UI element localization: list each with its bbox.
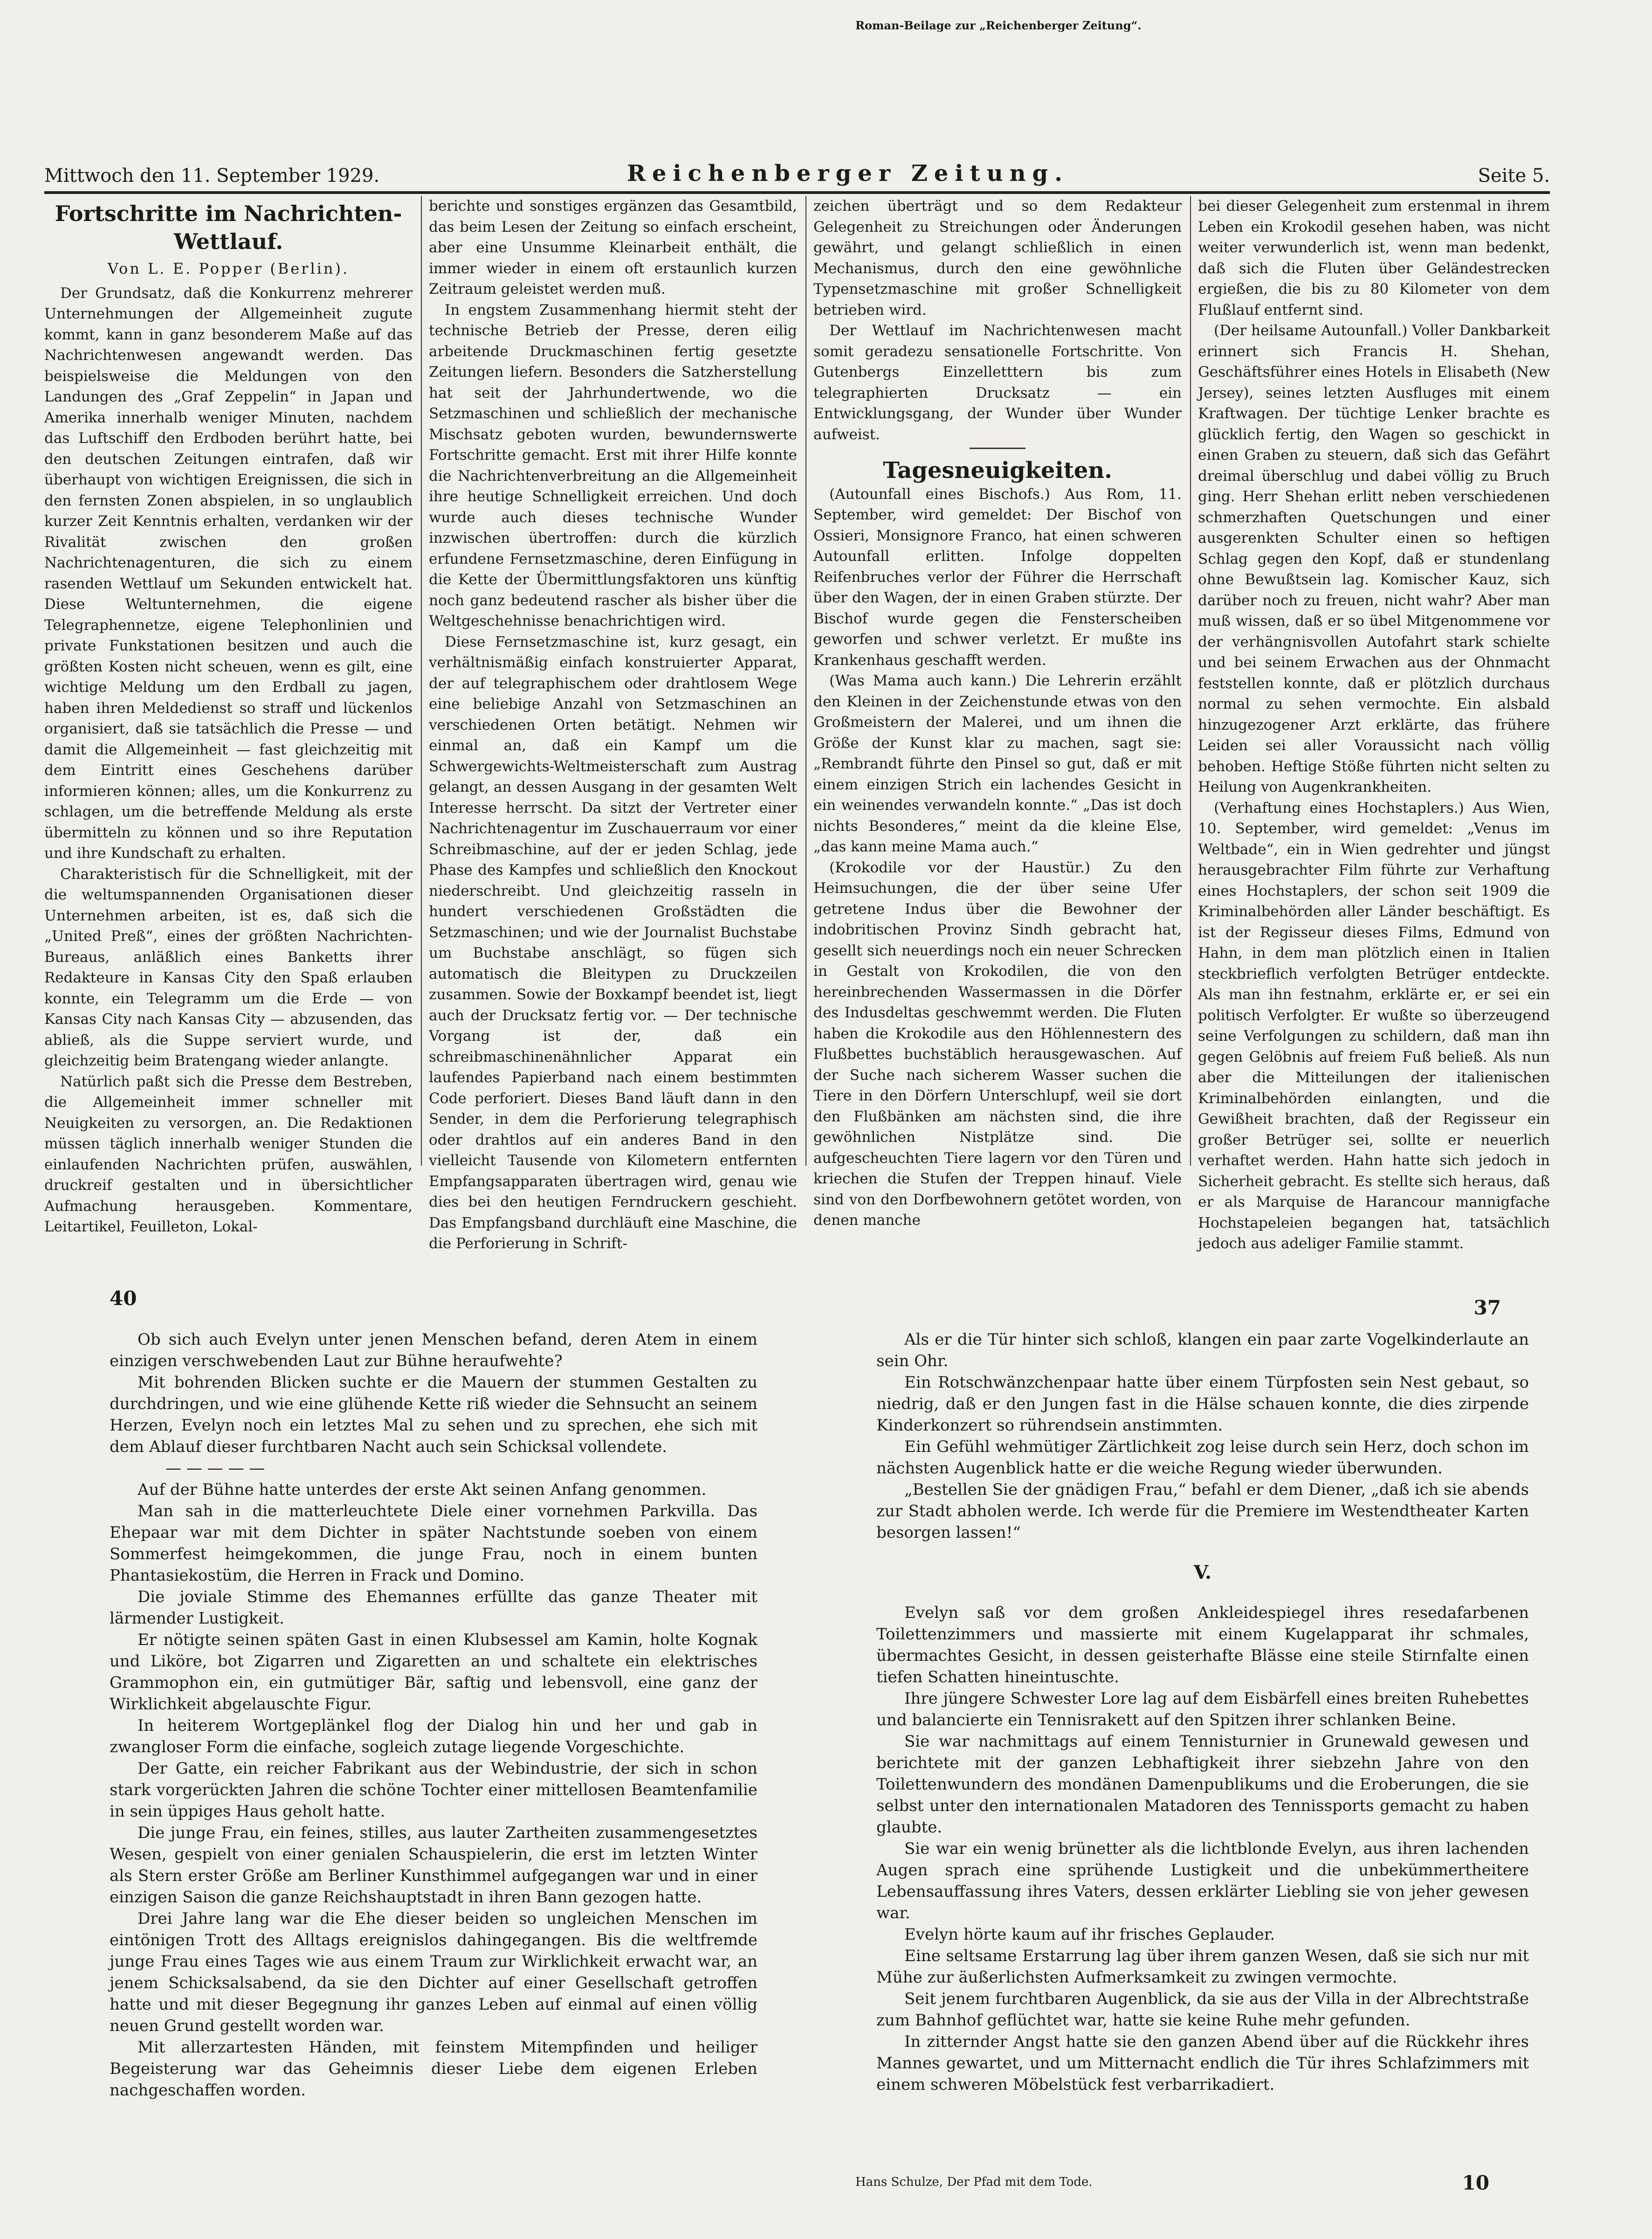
article-byline: Von L. E. Popper (Berlin). <box>107 260 350 277</box>
supplement-text <box>876 1329 1529 2163</box>
supplement-page-number: 40 <box>110 1287 137 1310</box>
column-2 <box>429 196 797 1252</box>
novel-paragraph: „Bestellen Sie der gnädigen Frau,“ befahl er dem Diener, „daß ich sie abends zur Stadt abholen werde. Ich werde für die Premiere im Westendtheater Karten besorgen lassen!“ <box>876 1480 1529 1542</box>
article-paragraph: Charakteristisch für die Schnelligkeit, mit der die weltumspannenden Organisationen dieser Unternehmen arbeiten, ist es, daß sich die „United Preß“, eines der größten Nachrichten-Bureaus, anläßlich eines Banketts ihrer Redakteure in Kansas City den Spaß erlauben konnte, ein Telegramm um die Erde — von Kansas City nach Kansas City — abzusenden, das abließ, als die Suppe serviert wurde, und gleichzeitig beim Bratengang wieder anlangte. <box>44 865 413 1069</box>
divider <box>970 448 1026 449</box>
novel-paragraph: Ein Rotschwänzchenpaar hatte über einem Türpfosten sein Nest gebaut, so niedrig, daß er den Jungen fast in die Hälse schauen konnte, die dies zirpende Kinderkonzert so rührendsein anstimmten. <box>876 1373 1529 1435</box>
column-rule <box>805 196 806 1166</box>
novel-paragraph: Ihre jüngere Schwester Lore lag auf dem Eisbärfell eines breiten Ruhebettes und balancierte ein Tennisrakett auf den Spitzen ihrer schlanken Beine. <box>876 1689 1529 1729</box>
footer-page-number: 10 <box>1462 2171 1489 2194</box>
novel-paragraph: Seit jenem furchtbaren Augenblick, da sie aus der Villa in der Albrechtstraße zum Bahnhof geflüchtet war, hatte sie keine Ruhe mehr gefunden. <box>876 1990 1529 2030</box>
novel-paragraph: Mit bohrenden Blicken suchte er die Mauern der stummen Gestalten zu durchdringen, und wie eine glühende Kette riß wieder die Sehnsucht an seinem Herzen, Evelyn noch ein letztes Mal zu sehen und zu sprechen, ehe sich mit dem Ablauf dieser furchtbaren Nacht auch sein Schicksal vollendete. <box>110 1373 757 1456</box>
news-item: (Autounfall eines Bischofs.) Aus Rom, 11. September, wird gemeldet: Der Bischof von Ossieri, Monsignore Franco, hat einen schweren Autounfall erlitten. Infolge doppelten Reifenbruches verlor der Führer die Herrschaft über den Wagen, der in einen Graben stürzte. Der Bischof wurde gegen die Fensterscheiben geworfen und schwer verletzt. Er mußte ins Krankenhaus geschafft werden. <box>813 485 1182 669</box>
novel-supplement <box>44 1278 1550 2191</box>
novel-paragraph: Man sah in die matterleuchtete Diele einer vornehmen Parkvilla. Das Ehepaar war mit dem Dichter in später Nachtstunde soeben von einem Sommerfest heimgekommen, die junge Frau, noch in einem bunten Phantasiekostüm, die Herren in Frack und Domino. <box>110 1502 757 1585</box>
article-paragraph: Der Wettlauf im Nachrichtenwesen macht somit geradezu sensationelle Fortschritte. Von Gutenbergs Einzelletttern bis zum telegraphierten Drucksatz — ein Entwicklungsgang, der Wunder über Wunder aufweist. <box>813 322 1182 443</box>
novel-paragraph: Die joviale Stimme des Ehemannes erfüllte das ganze Theater mit lärmender Lustigkeit. <box>110 1588 757 1628</box>
novel-paragraph: Die junge Frau, ein feines, stilles, aus lauter Zartheiten zusammengesetztes Wesen, gespielt von einer genialen Schauspielerin, die erst im letzten Winter als Stern erster Größe am Berliner Kunsthimmel aufgegangen war und in einer einzigen Saison die ganze Reichshauptstadt in ihren Bann gezogen hatte. <box>110 1824 757 1907</box>
article-paragraph: Natürlich paßt sich die Presse dem Bestreben, die Allgemeinheit immer schneller mit Neuigkeiten zu versorgen, an. Die Redaktionen müssen täglich innerhalb weniger Stunden die einlaufenden Nachrichten prüfen, auswählen, druckreif gestalten und in übersichtlicher Aufmachung herausgeben. Kommentare, Leitartikel, Feuilleton, Lokal- <box>44 1073 413 1235</box>
supplement-text <box>110 1329 757 2163</box>
article-paragraph: Der Grundsatz, daß die Konkurrenz mehrerer Unternehmungen der Allgemeinheit zugute kommt, kann in ganz besonderem Maße auf das Nachrichtenwesen angewandt werden. Das beispielsweise die Meldungen von den Landungen des „Graf Zeppelin“ in Japan und Amerika innerhalb weniger Minuten, nachdem das Luftschiff den Erdboden berührt hatte, bei den deutschen Zeitungen eintrafen, daß wir überhaupt von wichtigen Ereignissen, die sich in den fernsten Zonen abspielen, in so unglaublich kurzer Zeit Kenntnis erhalten, verdanken wir der Rivalität zwischen den großen Nachrichtenagenturen, die sich zu einem rasenden Wettlauf um Sekunden entwickelt hat. Diese Weltunternehmen, die eigene Telegraphennetze, eigene Telephonlinien und private Funkstationen besitzen und auch die größten Kosten nicht scheuen, wenn es gilt, eine wichtige Meldung um den Erdball zu jagen, haben ihren Meldedienst so straff und lückenlos organisiert, daß sie tatsächlich die Presse — und damit die Allgemeinheit — fast gleichzeitig mit dem Eintritt eines Geschehens darüber informieren können; alles, um die Konkurrenz zu schlagen, um die betreffende Meldung als erste übermitteln zu können und so ihre Reputation und ihre Kundschaft zu erhalten. <box>44 284 413 862</box>
novel-paragraph: Der Gatte, ein reicher Fabrikant aus der Webindustrie, der sich in schon stark vorgerückten Jahren die schöne Tochter einer mittellosen Beamtenfamilie in sein üppiges Haus geholt hatte. <box>110 1759 757 1821</box>
column-rule <box>1190 196 1191 1166</box>
masthead <box>44 149 1550 194</box>
novel-paragraph: In heiterem Wortgeplänkel flog der Dialog hin und her und gab in zwangloser Form die einfache, sogleich zutage liegende Vorgeschichte. <box>110 1716 757 1756</box>
column-4 <box>1198 196 1550 1252</box>
news-section <box>44 196 1550 1252</box>
article-paragraph: Diese Fernsetzmaschine ist, kurz gesagt, ein verhältnismäßig einfach konstruierter Apparat, der auf telegraphischem oder drahtlosem Wege eine beliebige Anzahl von Setzmaschinen an verschiedenen Orten betätigt. Nehmen wir einmal an, daß ein Kampf um die Schwergewichts-Weltmeisterschaft zum Austrag gelangt, an dessen Ausgang in der gesamten Welt Interesse herrscht. Da sitzt der Vertreter einer Nachrichtenagentur im Zuschauerraum vor einer Schreibmaschine, auf der er jeden Schlag, jede Phase des Kampfes und schließlich den Knockout niederschreibt. Und gleichzeitig rasseln in hundert verschiedenen Großstädten die Setzmaschinen; und wie der Journalist Buchstabe um Buchstabe anschlägt, so fügen sich automatisch die Bleitypen zu Druckzeilen zusammen. Sowie der Boxkampf beendet ist, liegt auch der Drucksatz fertig vor. — Der technische Vorgang ist der, daß ein schreibmaschinenähnlicher Apparat ein laufendes Papierband nach einem bestimmten Code perforiert. Dieses Band läuft dann in den Sender, in dem die Perforierung telegraphisch oder drahtlos auf ein anderes Band in den vielleicht Tausende von Kilometern entfernten Empfangsapparaten übertragen wird, genau wie dies bei den heutigen Ferndruckern geschieht. Das Empfangsband durchläuft eine Maschine, die die Perforierung in Schrift- <box>429 633 797 1252</box>
supplement-left-page <box>110 1278 757 2163</box>
column-1 <box>44 196 413 1235</box>
novel-paragraph: Evelyn hörte kaum auf ihr frisches Geplauder. <box>904 1925 1275 1944</box>
news-item: (Krokodile vor der Haustür.) Zu den Heimsuchungen, die der über seine Ufer getretene Indus über die Bewohner der indobritischen Provinz Sindh gebracht hat, gesellt sich neuerdings noch ein neuer Schrecken in Gestalt von Krokodilen, die von den hereinbrechenden Wassermassen in die Dörfer des Indusdeltas geschwemmt werden. Die Fluten haben die Krokodile aus den Höhlennestern des Flußbettes buchstäblich herausgewaschen. Auf der Suche nach sicherem Wasser suchen die Tiere in den Dörfern Unterschlupf, weil sie dort den Flußbänken am nächsten sind, die ihre gewöhnlichen Nistplätze sind. Die aufgescheuchten Tiere lagern vor den Türen und kriechen die Stufen der Treppen hinauf. Viele sind von den Dorfbewohnern getötet worden, von denen manche <box>813 859 1182 1229</box>
column-3 <box>813 196 1182 1229</box>
issue-date: Mittwoch den 11. September 1929. <box>44 165 380 187</box>
supplement-right-page <box>876 1278 1529 2163</box>
section-break: — — — — — <box>165 1459 265 1478</box>
article-headline: Fortschritte im Nachrichten-Wettlauf. <box>55 201 402 254</box>
news-item: bei dieser Gelegenheit zum erstenmal in ihrem Leben ein Krokodil gesehen haben, was nicht weiter verwunderlich ist, wenn man bedenkt, daß sich die Fluten über Geländestrecken ergießen, die bis zu 80 Kilometer von dem Flußlauf entfernt sind. <box>1198 198 1550 318</box>
novel-paragraph: Als er die Tür hinter sich schloß, klangen ein paar zarte Vogelkinderlaute an sein Ohr. <box>876 1330 1529 1370</box>
news-item: (Was Mama auch kann.) Die Lehrerin erzählt den Kleinen in der Zeichenstunde etwas von den Großmeistern der Malerei, und um ihnen die Größe der Kunst klar zu machen, sagt sie: „Rembrandt führte den Pinsel so gut, daß er mit einem einzigen Strich ein lachendes Gesicht in ein weinendes verwandeln konnte.“ „Das ist doch nichts Besonderes,“ meint da die kleine Else, „das kann meine Mama auch.“ <box>813 672 1182 855</box>
footer-text: Hans Schulze, Der Pfad mit dem Tode. <box>855 2175 1093 2189</box>
column-rule <box>421 196 422 1166</box>
page-number: Seite 5. <box>1478 165 1550 187</box>
article-paragraph: zeichen überträgt und so dem Redakteur Gelegenheit zu Streichungen oder Änderungen gewährt, und gelangt schließlich in einen Mechanismus, durch den eine gewöhnliche Typensetzmaschine mit großer Schnelligkeit betrieben wird. <box>813 198 1182 318</box>
section-heading: Tagesneuigkeiten. <box>883 457 1112 484</box>
novel-paragraph: Evelyn saß vor dem großen Ankleidespiegel ihres resedafarbenen Toilettenzimmers und massierte mit einem Kugelapparat ihr schmales, übermachtes Gesicht, in dessen geisterhafte Blässe eine steile Stirnfalte einen tiefen Schatten hineintuschte. <box>876 1603 1529 1686</box>
novel-paragraph: Eine seltsame Erstarrung lag über ihrem ganzen Wesen, daß sie sich nur mit Mühe zur äußerlichsten Aufmerksamkeit zu zwingen vermochte. <box>876 1947 1529 1987</box>
novel-paragraph: Sie war ein wenig brünetter als die lichtblonde Evelyn, aus ihren lachenden Augen sprach eine sprühende Lustigkeit und die unbekümmertheitere Lebensauffassung ihres Vaters, dessen erklärter Liebling sie von jeher gewesen war. <box>876 1839 1529 1922</box>
novel-paragraph: Sie war nachmittags auf einem Tennisturnier in Grunewald gewesen und berichtete mit der ganzen Lebhaftigkeit ihrer siebzehn Jahre von den Toilettenwundern des mondänen Damenpublikums und die Eroberungen, die sie selbst unter den internationalen Matadoren des Tennissports gemacht zu haben glaubte. <box>876 1732 1529 1837</box>
news-item: (Der heilsame Autounfall.) Voller Dankbarkeit erinnert sich Francis H. Shehan, Geschäftsführer eines Hotels in Elisabeth (New Jersey), seines letzten Ausfluges mit einem Kraftwagen. Der tüchtige Lenker brachte es glücklich fertig, den Wagen so geschickt in einen Graben zu steuern, daß sich das Gefährt dreimal überschlug und dabei völlig zu Bruch ging. Herr Shehan erlitt neben verschiedenen schmerzhaften Quetschungen und einer ausgerenkten Schulter einen so heftigen Schlag gegen den Kopf, daß er stundenlang ohne Bewußtsein lag. Komischer Kauz, sich darüber noch zu freuen, nicht wahr? Aber man muß wissen, daß er so übel Mitgenommene vor der verhängnisvollen Autofahrt stark schielte und bei seinem Erwachen aus der Ohnmacht feststellen konnte, daß er plötzlich durchaus normal zu sehen vermochte. Ein alsbald hinzugezogener Arzt erklärte, das frühere Leiden sei aller Voraussicht nach völlig behoben. Heftige Stöße führten nicht selten zu Heilung von Augenkrankheiten. <box>1198 322 1550 795</box>
novel-paragraph: Drei Jahre lang war die Ehe dieser beiden so ungleichen Menschen im eintönigen Trott des Alltags ereignislos dahingegangen. Bis die weltfremde junge Frau eines Tages wie aus einem Traum zur Wirklichkeit erwacht war, an jenem Schicksalsabend, da sie den Dichter auf einer Gesellschaft getroffen hatte und mit dieser Begegnung ihr ganzes Leben auf einmal auf einen völlig neuen Grund gestellt worden war. <box>110 1909 757 2035</box>
novel-paragraph: Er nötigte seinen späten Gast in einen Klubsessel am Kamin, holte Kognak und Liköre, bot Zigarren und Zigaretten an und schaltete ein elektrisches Grammophon ein, ein gutmütiger Bär, saftig und lebensvoll, eine ganz der Wirklichkeit abgelauschte Figur. <box>110 1631 757 1714</box>
article-paragraph: berichte und sonstiges ergänzen das Gesamtbild, das beim Lesen der Zeitung so einfach erscheint, aber eine Unsumme Kleinarbeit enthält, die immer wieder in einem oft erstaunlich kurzen Zeitraum geleistet werden muß. <box>429 198 797 297</box>
novel-paragraph: Auf der Bühne hatte unterdes der erste Akt seinen Anfang genommen. <box>138 1480 707 1499</box>
supplement-footer <box>855 2171 1489 2194</box>
novel-paragraph: Ob sich auch Evelyn unter jenen Menschen befand, deren Atem in einem einzigen verschwebenden Laut zur Bühne heraufwehte? <box>110 1330 757 1370</box>
news-item: (Verhaftung eines Hochstaplers.) Aus Wien, 10. September, wird gemeldet: „Venus im Weltbade“, ein in Wien gedrehter und jüngst herausgebrachter Film führte zur Verhaftung eines Hochstaplers, der schon seit 1909 die Kriminalbehörden aller Länder beschäftigt. Es ist der Regisseur dieses Films, Edmund von Hahn, in dem man plötzlich einen in Italien steckbrieflich verfolgten Betrüger entdeckte. Als man ihn festnahm, erklärte er, er sei ein politisch Verfolgter. Er wußte so überzeugend seine Verfolgungen zu schildern, daß man ihn gegen Gelöbnis auf freiem Fuß beließ. Als nun aber die Mitteilungen der italienischen Kriminalbehörden einlangten, und die Gewißheit brachten, daß der Regisseur ein großer Betrüger sei, sollte er neuerlich verhaftet werden. Hahn hatte sich jedoch in Sicherheit gebracht. Es stellte sich heraus, daß er als Marquise de Harancour mannigfache Hochstapeleien begangen hat, tatsächlich jedoch aus adeliger Familie stammt. <box>1198 799 1550 1252</box>
chapter-heading: V. <box>1194 1562 1211 1583</box>
article-paragraph: In engstem Zusammenhang hiermit steht der technische Betrieb der Presse, deren eilig arbeitende Druckmaschinen fertig gesetzte Zeitungen liefern. Besonders die Satzherstellung hat seit der Jahrhundertwende, wo die Setzmaschinen und schließlich der mechanische Mischsatz geboten wurden, bewundernswerte Fortschritte gemacht. Erst mit ihrer Hilfe konnte die Nachrichtenverbreitung an die Allgemeinheit ihre heutige Schnelligkeit erreichen. Und doch wurde auch dieses technische Wunder inzwischen übertroffen: durch die kürzlich erfundene Fernsetzmaschine, deren Einfügung in die Kette der Übermittlungsfaktoren uns künftig noch ganz bedeutend rascher als bisher über die Weltgeschehnisse benachrichtigen wird. <box>429 301 797 629</box>
supplement-page-number: 37 <box>1473 1296 1501 1319</box>
novel-paragraph: Ein Gefühl wehmütiger Zärtlichkeit zog leise durch sein Herz, doch schon im nächsten Augenblick hatte er die weiche Regung wieder überwunden. <box>876 1437 1529 1478</box>
novel-paragraph: Mit allerzartesten Händen, mit feinstem Mitempfinden und heiliger Begeisterung war das Geheimnis dieser Liebe dem eigenen Erleben nachgeschaffen worden. <box>110 2038 757 2100</box>
novel-paragraph: In zitternder Angst hatte sie den ganzen Abend über auf die Rückkehr ihres Mannes gewartet, und um Mitternacht endlich die Tür ihres Schlafzimmers mit einem schweren Möbelstück fest verbarrikadiert. <box>876 2032 1529 2094</box>
supplement-label: Roman-Beilage zur „Reichenberger Zeitung“. <box>855 19 1142 32</box>
newspaper-title: Reichenberger Zeitung. <box>627 160 1069 187</box>
